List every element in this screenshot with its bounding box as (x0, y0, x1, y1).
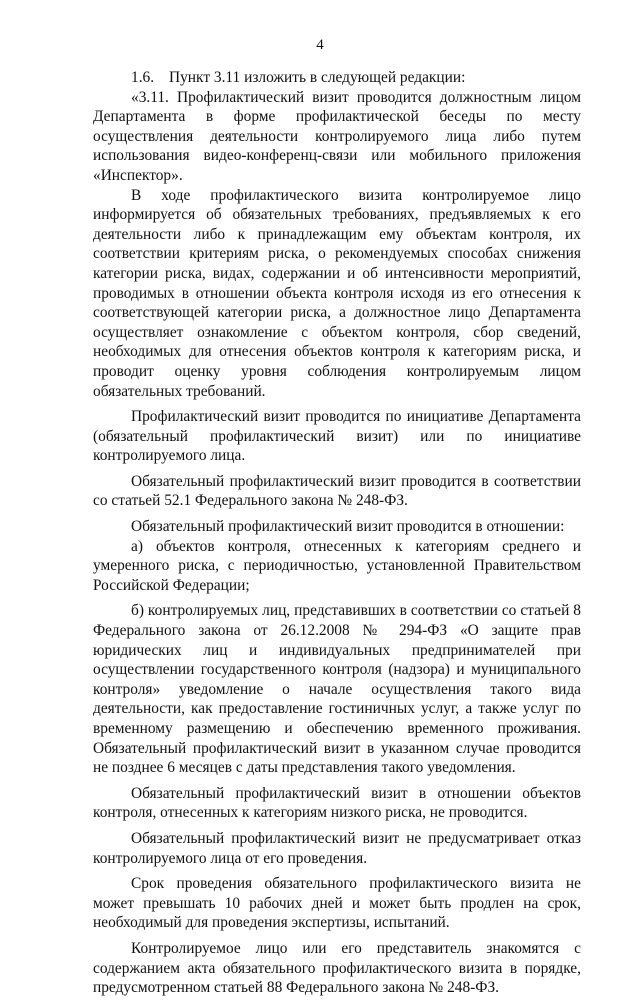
paragraph-subitem-b: б) контролируемых лиц, представивших в соответствии со статьей 8 Федерального закона от 26.12.2008 № 294-ФЗ «О защите прав юридических лиц и индивидуальных предпринимателей при осуществлении государственного контроля (надзора) и муниципального контроля» уведомление о начале осуществления такого вида деятельности, как предоставление гостиничных услуг, а также услуг по временному размещению и обеспечению временного проживания. Обязательный профилактический визит в указанном случае проводится не позднее 6 месяцев с даты представления такого уведомления. (93, 602, 581, 777)
paragraph-mandatory-subjects: Обязательный профилактический визит проводится в отношении: (131, 518, 565, 536)
item-heading-text: Пункт 3.11 изложить в следующей редакции: (169, 69, 466, 86)
paragraph-mandatory-basis: Обязательный профилактический визит проводится в соответствии со статьей 52.1 Федерального закона № 248-ФЗ. (93, 472, 581, 510)
paragraph-no-refusal: Обязательный профилактический визит не предусматривает отказ контролируемого лица от его проведения. (93, 829, 581, 867)
paragraph-visit-content: В ходе профилактического визита контролируемое лицо информируется об обязательных требованиях, предъявляемых к его деятельности либо к принадлежащим ему объектам контроля, их соответствии критериям риска, о рекомендуемых способах снижения категории риска, видах, содержании и об интенсивности мероприятий, проводимых в отношении объекта контроля исходя из его отнесения к соответствующей категории риска, а должностное лицо Департамента осуществляет ознакомление с объектом контроля, сбор сведений, необходимых для отнесения объектов контроля к категориям риска, и проводит оценку уровня соблюдения контролируемым лицом обязательных требований. (93, 186, 581, 400)
document-body (93, 68, 581, 1004)
paragraph-act-familiarization: Контролируемое лицо или его представитель знакомятся с содержанием акта обязательного профилактического визита в порядке, предусмотренном статьей 88 Федерального закона № 248-ФЗ. (93, 939, 581, 997)
item-heading (93, 68, 581, 88)
paragraph-3-11-intro: «3.11. Профилактический визит проводится должностным лицом Департамента в форме профилактической беседы по месту осуществления деятельности контролируемого лица либо путем использования видео-конференц-связи или мобильного приложения «Инспектор». (93, 88, 581, 184)
paragraph-duration: Срок проведения обязательного профилактического визита не может превышать 10 рабочих дней и может быть продлен на срок, необходимый для проведения экспертизы, испытаний. (93, 875, 581, 932)
item-number: 1.6. (131, 69, 155, 86)
page-number: 4 (316, 37, 324, 53)
paragraph-subitem-a: а) объектов контроля, отнесенных к категориям среднего и умеренного риска, с периодичностью, установленной Правительством Российской Федерации; (93, 537, 581, 594)
paragraph-visit-initiative: Профилактический визит проводится по инициативе Департамента (обязательный профилактический визит) или по инициативе контролируемого лица. (93, 408, 581, 465)
paragraph-low-risk: Обязательный профилактический визит в отношении объектов контроля, отнесенных к категориям низкого риска, не проводится. (93, 784, 581, 822)
